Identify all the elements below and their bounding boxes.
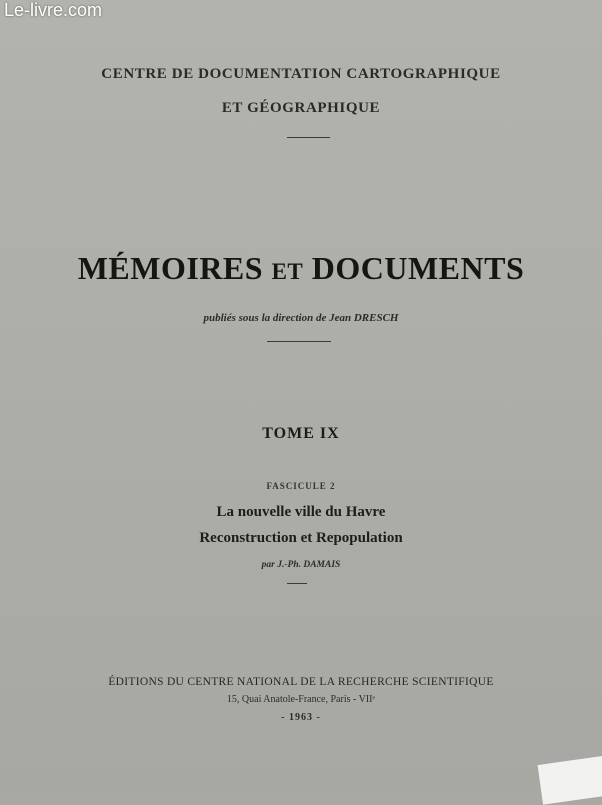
title-part-2: DOCUMENTS (311, 250, 525, 286)
subtitle: publiés sous la direction de Jean DRESCH (203, 312, 399, 324)
title-connector: ET (271, 259, 304, 284)
publication-year: - 1963 - (281, 712, 321, 723)
watermark: Le-livre.com (4, 0, 103, 20)
fascicule-label: FASCICULE 2 (266, 481, 336, 491)
header-line-2: ET GÉOGRAPHIQUE (221, 100, 381, 116)
work-title-line-1: La nouvelle ville du Havre (216, 504, 386, 520)
author: par J.-Ph. DAMAIS (261, 560, 341, 570)
header-line-1: CENTRE DE DOCUMENTATION CARTOGRAPHIQUE (101, 66, 501, 82)
divider-rule (267, 341, 331, 342)
work-title-line-2: Reconstruction et Repopulation (199, 530, 403, 546)
main-title (0, 250, 602, 287)
title-part-1: MÉMOIRES (77, 250, 264, 286)
publisher-address: 15, Quai Anatole-France, Paris - VIIᵉ (226, 694, 376, 705)
tome-label: TOME IX (262, 425, 340, 442)
divider-rule (287, 583, 307, 584)
page-corner (538, 755, 602, 804)
publisher-name: ÉDITIONS DU CENTRE NATIONAL DE LA RECHERCHE SCIENTIFIQUE (108, 676, 494, 688)
divider-rule (287, 137, 330, 138)
